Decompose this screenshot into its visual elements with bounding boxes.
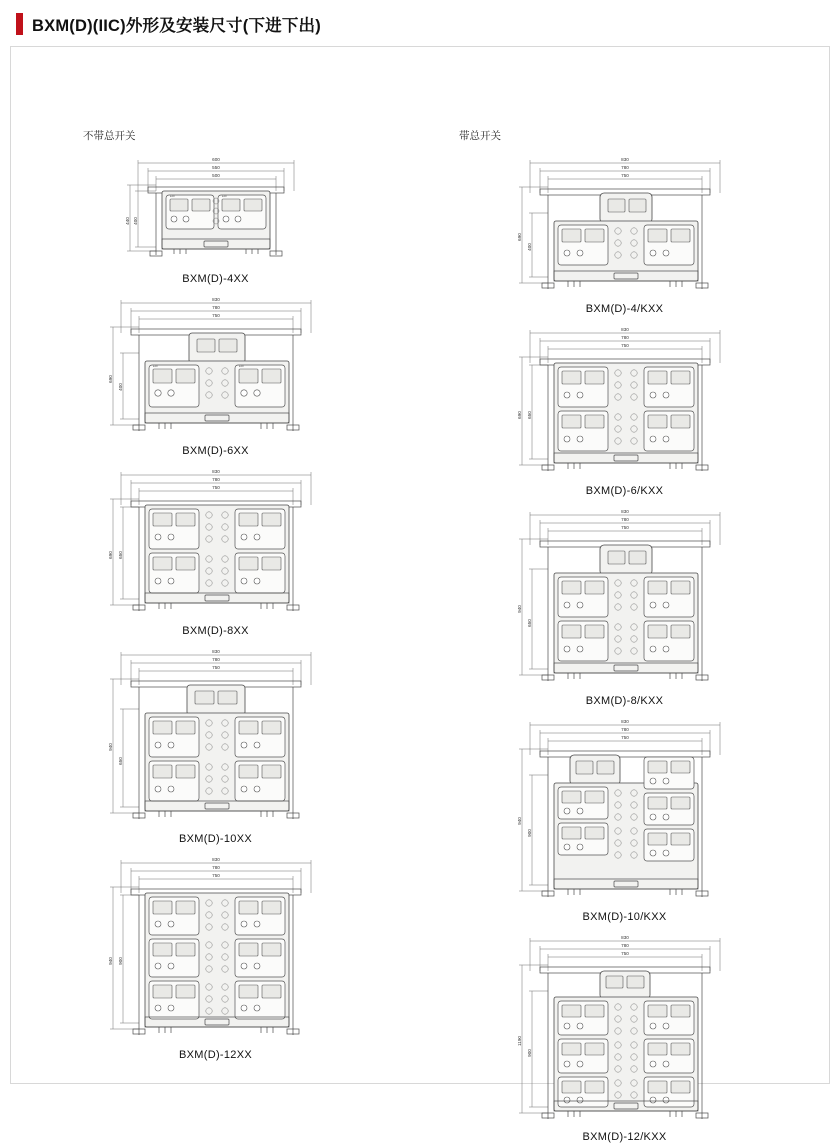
dim-height-2: 650 bbox=[526, 411, 532, 419]
dim-width-2: 780 bbox=[211, 305, 220, 310]
svg-text:Exd: Exd bbox=[221, 195, 226, 198]
page-title: BXM(D)(IIC)外形及安装尺寸(下进下出) bbox=[32, 17, 321, 35]
dim-width-3: 500 bbox=[211, 173, 220, 178]
outline-drawing bbox=[510, 503, 740, 693]
dim-width-2: 780 bbox=[620, 943, 629, 948]
drawing-unit bbox=[510, 929, 740, 1145]
dim-width-2: 780 bbox=[211, 657, 220, 662]
dim-height-2: 400 bbox=[526, 243, 532, 251]
outline-drawing bbox=[101, 851, 331, 1047]
drawing-unit bbox=[101, 643, 331, 847]
column-with-main-switch bbox=[420, 47, 829, 1143]
dim-width-2: 780 bbox=[211, 477, 220, 482]
column-no-main-switch bbox=[11, 47, 420, 1083]
dim-width-1: 830 bbox=[211, 649, 220, 654]
dim-height-1: 690 bbox=[516, 411, 522, 419]
drawing-unit bbox=[101, 291, 331, 459]
dim-width-2: 780 bbox=[620, 335, 629, 340]
dim-height-1: 940 bbox=[516, 605, 522, 613]
dim-width-1: 830 bbox=[211, 469, 220, 474]
dim-height-2: 900 bbox=[526, 1049, 532, 1057]
outline-drawing bbox=[101, 463, 331, 623]
dim-width-1: 830 bbox=[211, 297, 220, 302]
drawing-unit bbox=[510, 321, 740, 499]
drawing-caption: BXM(D)-10XX bbox=[179, 833, 252, 845]
dim-width-3: 750 bbox=[620, 525, 629, 530]
outline-drawing bbox=[510, 151, 740, 301]
dim-width-3: 750 bbox=[620, 951, 629, 956]
dim-width-1: 830 bbox=[620, 509, 629, 514]
dim-height-1: 690 bbox=[107, 375, 113, 383]
dim-width-2: 780 bbox=[620, 165, 629, 170]
dim-height-2: 650 bbox=[526, 619, 532, 627]
drawing-caption: BXM(D)-4/KXX bbox=[585, 303, 664, 315]
dim-height-1: 690 bbox=[107, 551, 113, 559]
drawing-unit bbox=[510, 503, 740, 709]
drawing-caption: BXM(D)-6XX bbox=[182, 445, 249, 457]
dim-width-1: 600 bbox=[211, 157, 220, 162]
drawing-unit bbox=[101, 851, 331, 1063]
dim-height-1: 440 bbox=[124, 217, 130, 225]
dim-height-2: 900 bbox=[117, 957, 123, 965]
dim-height-1: 1190 bbox=[516, 1036, 522, 1046]
dim-height-2: 650 bbox=[117, 757, 123, 765]
outline-drawing bbox=[510, 713, 740, 909]
svg-text:Exd: Exd bbox=[152, 365, 157, 368]
outline-drawing bbox=[116, 151, 316, 271]
dim-height-1: 940 bbox=[107, 957, 113, 965]
dim-width-1: 830 bbox=[620, 935, 629, 940]
column-heading-left: 不带总开关 bbox=[83, 130, 136, 142]
title-accent-bar bbox=[16, 13, 23, 35]
drawing-caption: BXM(D)-12XX bbox=[179, 1049, 252, 1061]
drawing-caption: BXM(D)-4XX bbox=[182, 273, 249, 285]
drawing-caption: BXM(D)-8XX bbox=[182, 625, 249, 637]
svg-text:Exd: Exd bbox=[169, 195, 174, 198]
dim-height-1: 940 bbox=[107, 743, 113, 751]
outline-drawing bbox=[101, 643, 331, 831]
outline-drawing bbox=[510, 929, 740, 1129]
drawing-caption: BXM(D)-12/KXX bbox=[582, 1131, 667, 1143]
dim-height-1: 690 bbox=[516, 233, 522, 241]
dim-height-2: 650 bbox=[117, 551, 123, 559]
drawing-caption: BXM(D)-10/KXX bbox=[582, 911, 667, 923]
dim-width-3: 750 bbox=[211, 873, 220, 878]
dim-width-3: 750 bbox=[620, 173, 629, 178]
diagram-frame bbox=[10, 46, 830, 1143]
svg-text:Exd: Exd bbox=[238, 365, 243, 368]
column-heading-right: 带总开关 bbox=[459, 130, 501, 142]
dim-width-2: 780 bbox=[620, 517, 629, 522]
dim-height-2: 400 bbox=[117, 383, 123, 391]
drawing-unit bbox=[101, 463, 331, 639]
dim-width-2: 780 bbox=[620, 727, 629, 732]
dim-width-3: 750 bbox=[211, 665, 220, 670]
dim-height-1: 940 bbox=[516, 817, 522, 825]
dim-width-3: 750 bbox=[620, 735, 629, 740]
drawing-unit bbox=[510, 713, 740, 925]
dim-width-3: 750 bbox=[211, 485, 220, 490]
page-header bbox=[0, 0, 840, 46]
dim-width-2: 780 bbox=[211, 865, 220, 870]
outline-drawing bbox=[101, 291, 331, 443]
dim-width-2: 550 bbox=[211, 165, 220, 170]
dim-width-3: 750 bbox=[211, 313, 220, 318]
dim-height-2: 400 bbox=[132, 217, 138, 225]
dim-width-1: 830 bbox=[620, 327, 629, 332]
outline-drawing bbox=[510, 321, 740, 483]
drawing-unit bbox=[510, 151, 740, 317]
drawing-caption: BXM(D)-6/KXX bbox=[585, 485, 664, 497]
drawing-caption: BXM(D)-8/KXX bbox=[585, 695, 664, 707]
dim-width-1: 830 bbox=[211, 857, 220, 862]
drawing-unit bbox=[116, 151, 316, 287]
dim-width-3: 750 bbox=[620, 343, 629, 348]
dim-height-2: 900 bbox=[526, 829, 532, 837]
dim-width-1: 830 bbox=[620, 157, 629, 162]
dim-width-1: 830 bbox=[620, 719, 629, 724]
